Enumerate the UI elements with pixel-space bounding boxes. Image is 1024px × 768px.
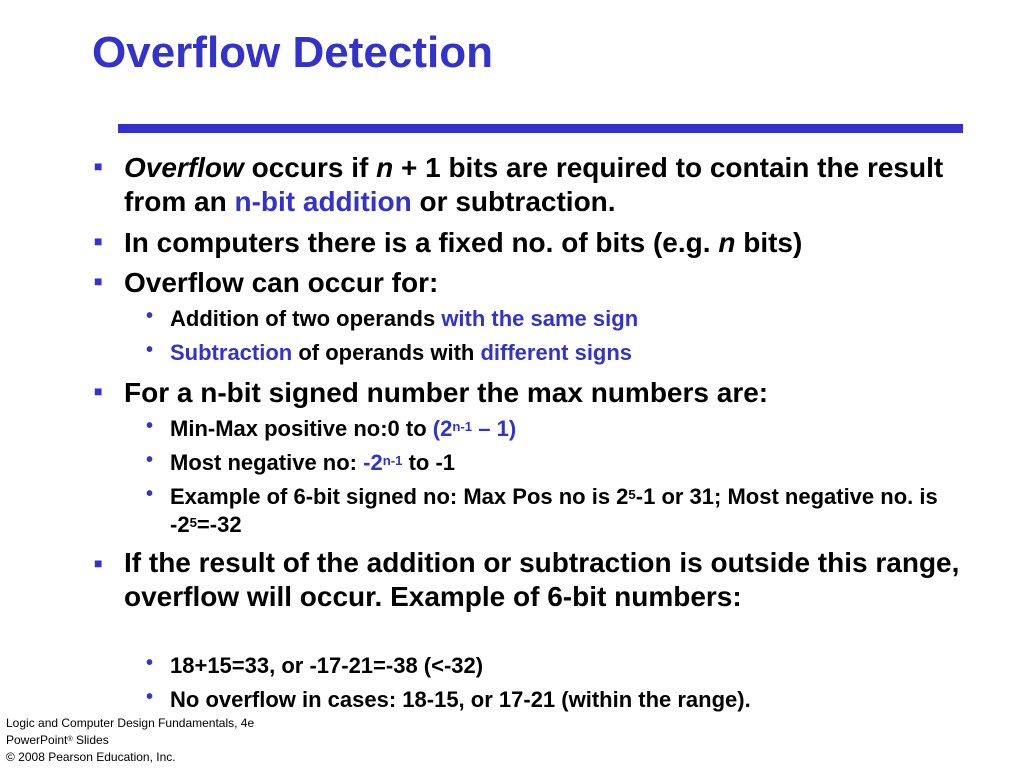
dot-bullet-icon: • <box>146 483 154 505</box>
square-bullet-icon: ■ <box>94 383 103 399</box>
title-underline <box>118 124 963 133</box>
sub-bullet-overflow-example: 18+15=33, or -17-21=-38 (<-32) <box>170 653 484 678</box>
footer-book-title: Logic and Computer Design Fundamentals, 4e <box>6 716 255 730</box>
slide-title: Overflow Detection <box>92 28 493 77</box>
sub-bullet-most-negative: Most negative no: -2$^{n-1}$ to -1 <box>170 450 456 475</box>
sub-bullet-subtraction: Subtraction of operands with different signs <box>170 340 633 365</box>
bullet-result-outside-range: If the result of the addition or subtraction is outside this range, overflow will occur. Example of 6-bit numbers: <box>124 547 960 612</box>
slide-footer <box>6 715 254 766</box>
dot-bullet-icon: • <box>146 449 154 471</box>
footer-slides-label: PowerPoint® Slides <box>6 733 109 747</box>
bullet-overflow-occur: Overflow can occur for: <box>124 267 439 298</box>
square-bullet-icon: ■ <box>94 233 103 249</box>
dot-bullet-icon: • <box>146 652 154 674</box>
square-bullet-icon: ■ <box>94 158 103 174</box>
bullet-overflow-definition: Overflow occurs if n + 1 bits are required to contain the result from an n-bit addition or subtraction. <box>124 152 944 217</box>
sub-bullet-min-max-positive: Min-Max positive no:0 to (2$^{n-1}$ – 1) <box>170 416 517 441</box>
bullet-fixed-bits: In computers there is a fixed no. of bits (e.g. n bits) <box>124 227 803 258</box>
sub-bullet-addition: Addition of two operands with the same sign <box>170 306 639 331</box>
footer-copyright: © 2008 Pearson Education, Inc. <box>6 750 176 764</box>
dot-bullet-icon: • <box>146 415 154 437</box>
square-bullet-icon: ■ <box>94 555 103 571</box>
sub-bullet-example-6bit: Example of 6-bit signed no: Max Pos no is $2^5-1$ or 31; Most negative no. is $-2^5=-32$ <box>170 484 938 537</box>
sub-bullet-no-overflow: No overflow in cases: 18-15, or 17-21 (within the range). <box>170 687 751 712</box>
square-bullet-icon: ■ <box>94 273 103 289</box>
bullet-max-numbers: For a n-bit signed number the max numbers are: <box>124 377 769 408</box>
dot-bullet-icon: • <box>146 339 154 361</box>
dot-bullet-icon: • <box>146 686 154 708</box>
dot-bullet-icon: • <box>146 305 154 327</box>
